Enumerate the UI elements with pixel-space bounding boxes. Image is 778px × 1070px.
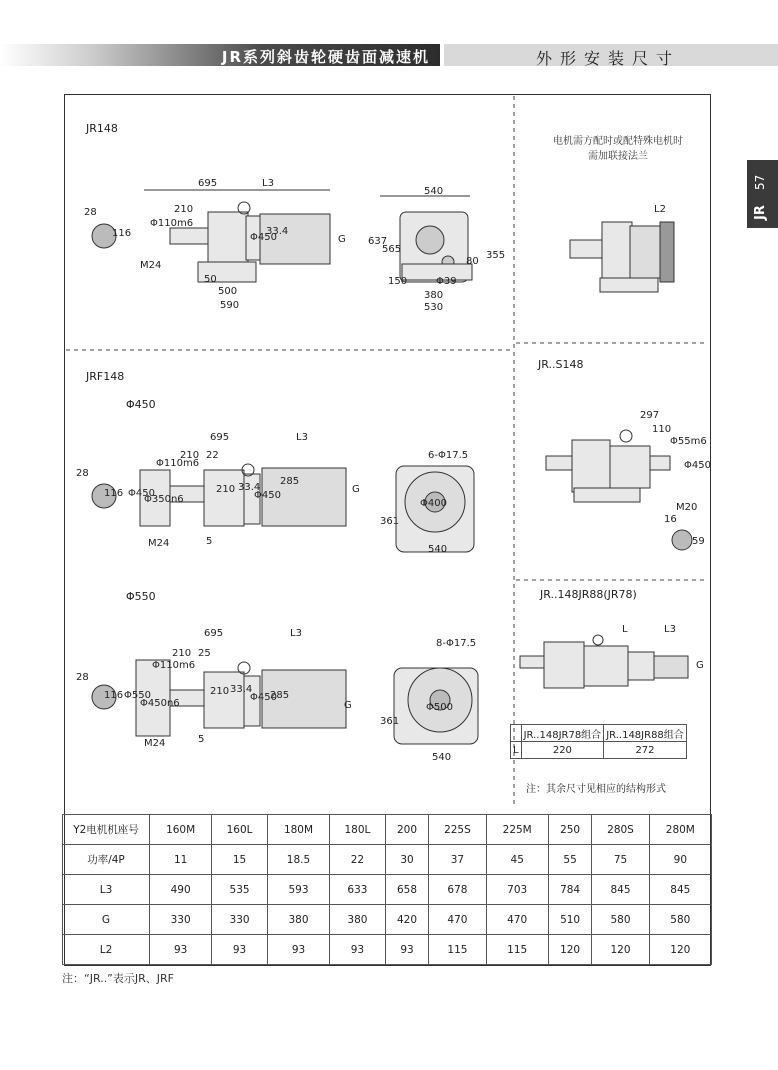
- table-cell: 380: [267, 905, 329, 935]
- table-cell: 330: [150, 905, 212, 935]
- table-cell: 658: [385, 875, 429, 905]
- table-cell: 200: [385, 815, 429, 845]
- table-cell: 250: [548, 815, 592, 845]
- jr148-dim-shaft: Φ110m6: [150, 218, 194, 229]
- jrf148-a-shaft: Φ110m6: [156, 458, 200, 469]
- table-cell: 160L: [212, 815, 268, 845]
- jrf148-b-flange: Φ550: [126, 590, 156, 603]
- table-row: [63, 905, 712, 935]
- table-cell: 75: [592, 845, 649, 875]
- side-tab-code: JR: [753, 205, 768, 220]
- jrs148-297: 297: [640, 410, 660, 421]
- table-cell: 703: [486, 875, 548, 905]
- jr148-dim-500: 500: [218, 286, 238, 297]
- motor-spec-table: [62, 814, 712, 965]
- jrf148-b-phi450: Φ450: [250, 692, 277, 703]
- jr148-end-530: 530: [424, 302, 444, 313]
- table-cell: 784: [548, 875, 592, 905]
- jrf148-a-350: Φ350n6: [144, 494, 184, 505]
- table-cell: 280S: [592, 815, 649, 845]
- combo-header: JR..148JR78组合: [521, 725, 604, 742]
- row-label: G: [63, 905, 150, 935]
- combo-note: 注：其余尺寸见相应的结构形式: [526, 784, 666, 795]
- table-cell: 93: [385, 935, 429, 965]
- jrf148-b-28: 28: [76, 672, 89, 683]
- table-cell: 11: [150, 845, 212, 875]
- table-cell: 535: [212, 875, 268, 905]
- jrf148-b-phi550: Φ550: [124, 690, 151, 701]
- jrf148-a-flange: Φ450: [126, 398, 156, 411]
- table-cell: 633: [330, 875, 386, 905]
- jrf148-b-210b: 210: [210, 686, 230, 697]
- jrs148-450: Φ450: [684, 460, 711, 471]
- page-number: 57: [753, 174, 767, 190]
- table-cell: 280M: [649, 815, 711, 845]
- jrs148-110: 110: [652, 424, 672, 435]
- jr148-end-637: 637: [368, 236, 388, 247]
- jrf148-b-holes: 8-Φ17.5: [436, 638, 477, 649]
- jrf148-a-l3: L3: [296, 432, 308, 443]
- jrf148-b-540: 540: [432, 752, 452, 763]
- jr148-end-view: [380, 196, 472, 282]
- jr148-dim-l3: L3: [262, 178, 274, 189]
- jrf148-a-m24: M24: [148, 538, 170, 549]
- footnote: 注：“JR..”表示JR、JRF: [62, 972, 174, 985]
- jrf148-a-phi450: Φ450: [128, 488, 155, 499]
- jrf148-b-25: 25: [198, 648, 211, 659]
- table-cell: 580: [592, 905, 649, 935]
- jr148-dim-m24: M24: [140, 260, 162, 271]
- table-cell: 22: [330, 845, 386, 875]
- table-cell: 18.5: [267, 845, 329, 875]
- jrf148-b-285: 285: [270, 690, 290, 701]
- table-cell: 678: [429, 875, 486, 905]
- jrf148-b-shaft: Φ110m6: [152, 660, 196, 671]
- jr148-end-39: Φ39: [436, 276, 457, 287]
- jr148-dim-phi450: Φ450: [250, 232, 277, 243]
- table-cell: 380: [330, 905, 386, 935]
- jrf148-b-m24: M24: [144, 738, 166, 749]
- jr148-end-355: 355: [486, 250, 506, 261]
- jrf148-a-361: 361: [380, 516, 400, 527]
- jrf148-b-116: 116: [104, 690, 124, 701]
- table-cell: 225S: [429, 815, 486, 845]
- jrf148-b-5: 5: [198, 734, 205, 745]
- jr148jr88-g: G: [696, 660, 704, 671]
- jrf148-a-g: G: [352, 484, 360, 495]
- row-label: 功率/4P: [63, 845, 150, 875]
- table-row: [63, 875, 712, 905]
- row-label: L3: [63, 875, 150, 905]
- jrf148-b-450n6: Φ450n6: [140, 698, 180, 709]
- jrf148-a-phi450b: Φ450: [254, 490, 281, 501]
- jrf148-a-5: 5: [206, 536, 213, 547]
- jr148-end-150: 150: [388, 276, 408, 287]
- table-cell: 470: [429, 905, 486, 935]
- jrs148-59: 59: [692, 536, 705, 547]
- jrf148-b-361: 361: [380, 716, 400, 727]
- combination-table: [510, 724, 687, 759]
- table-cell: 115: [486, 935, 548, 965]
- jrf148-b-210: 210: [172, 648, 192, 659]
- jr148-dim-210: 210: [174, 204, 194, 215]
- jrs148-view: [546, 430, 692, 550]
- table-cell: 93: [267, 935, 329, 965]
- jr148-dim-g: G: [338, 234, 346, 245]
- jrf148-a-285: 285: [280, 476, 300, 487]
- table-cell: 93: [150, 935, 212, 965]
- combo-value: 272: [604, 742, 687, 759]
- dim-l2: L2: [654, 204, 666, 215]
- table-cell: 470: [486, 905, 548, 935]
- jr148-dim-116: 116: [112, 228, 132, 239]
- jrf148-a-holes: 6-Φ17.5: [428, 450, 469, 461]
- jrf148-a-end-view: [396, 466, 474, 552]
- table-cell: 510: [548, 905, 592, 935]
- table-cell: 330: [212, 905, 268, 935]
- table-cell: 490: [150, 875, 212, 905]
- series-title: JR系列斜齿轮硬齿面减速机: [221, 48, 430, 66]
- jrf148-a-22: 22: [206, 450, 219, 461]
- table-cell: 160M: [150, 815, 212, 845]
- jr148-title: JR148: [86, 122, 118, 135]
- table-row: [63, 845, 712, 875]
- jrf148-a-400: Φ400: [420, 498, 447, 509]
- jrf148-a-33: 33.4: [238, 482, 261, 493]
- table-row: [63, 935, 712, 965]
- table-cell: 93: [330, 935, 386, 965]
- table-cell: 55: [548, 845, 592, 875]
- row-label: Y2电机机座号: [63, 815, 150, 845]
- table-cell: 180L: [330, 815, 386, 845]
- table-cell: 580: [649, 905, 711, 935]
- jrf148-title: JRF148: [86, 370, 125, 383]
- combo-value: 220: [521, 742, 604, 759]
- jr148-dim-50: 50: [204, 274, 217, 285]
- table-cell: 845: [592, 875, 649, 905]
- jr148-dim-28: 28: [84, 207, 97, 218]
- jr148-end-540: 540: [424, 186, 444, 197]
- jrf148-b-695: 695: [204, 628, 224, 639]
- table-cell: 120: [592, 935, 649, 965]
- motor-flange-note: 电机需方配时或配特殊电机时 需加联接法兰: [553, 136, 683, 162]
- jrf148-b-l3: L3: [290, 628, 302, 639]
- jrf148-a-210b: 210: [216, 484, 236, 495]
- combo-header: JR..148JR88组合: [604, 725, 687, 742]
- jrf148-a-116: 116: [104, 488, 124, 499]
- table-cell: 93: [212, 935, 268, 965]
- table-cell: 45: [486, 845, 548, 875]
- jr148-dim-590: 590: [220, 300, 240, 311]
- jrf148-b-500: Φ500: [426, 702, 453, 713]
- jrf148-a-695: 695: [210, 432, 230, 443]
- table-cell: 420: [385, 905, 429, 935]
- table-cell: 15: [212, 845, 268, 875]
- jrf148-a-28: 28: [76, 468, 89, 479]
- table-cell: 115: [429, 935, 486, 965]
- jrs148-title: JR..S148: [538, 358, 584, 371]
- flange-motor-view: [570, 222, 674, 292]
- jrs148-16: 16: [664, 514, 677, 525]
- jr148-dim-33: 33.4: [266, 226, 289, 237]
- table-cell: 90: [649, 845, 711, 875]
- jrf148-b-g: G: [344, 700, 352, 711]
- jr148jr88-l: L: [622, 624, 628, 635]
- table-row: [63, 815, 712, 845]
- jr148jr88-l3: L3: [664, 624, 676, 635]
- table-cell: 120: [649, 935, 711, 965]
- table-cell: 593: [267, 875, 329, 905]
- jrf148-a-210: 210: [180, 450, 200, 461]
- jrf148-b-33: 33.4: [230, 684, 253, 695]
- table-cell: 30: [385, 845, 429, 875]
- table-cell: 37: [429, 845, 486, 875]
- combo-row-label: L: [511, 742, 522, 759]
- combo-corner: [511, 725, 522, 742]
- jr148-end-565: 565: [382, 244, 402, 255]
- jr148jr88-title: JR..148JR88(JR78): [540, 588, 637, 601]
- jrs148-55: Φ55m6: [670, 436, 707, 447]
- table-cell: 225M: [486, 815, 548, 845]
- jrf148-a-540: 540: [428, 544, 448, 555]
- table-cell: 845: [649, 875, 711, 905]
- table-cell: 180M: [267, 815, 329, 845]
- row-label: L2: [63, 935, 150, 965]
- jr148-end-80: 80: [466, 256, 479, 267]
- table-cell: 120: [548, 935, 592, 965]
- section-title: 外形安装尺寸: [536, 49, 681, 68]
- jrs148-m20: M20: [676, 502, 698, 513]
- jr148-dim-695: 695: [198, 178, 218, 189]
- jr148-end-380: 380: [424, 290, 444, 301]
- jr148jr88-view: [520, 635, 688, 688]
